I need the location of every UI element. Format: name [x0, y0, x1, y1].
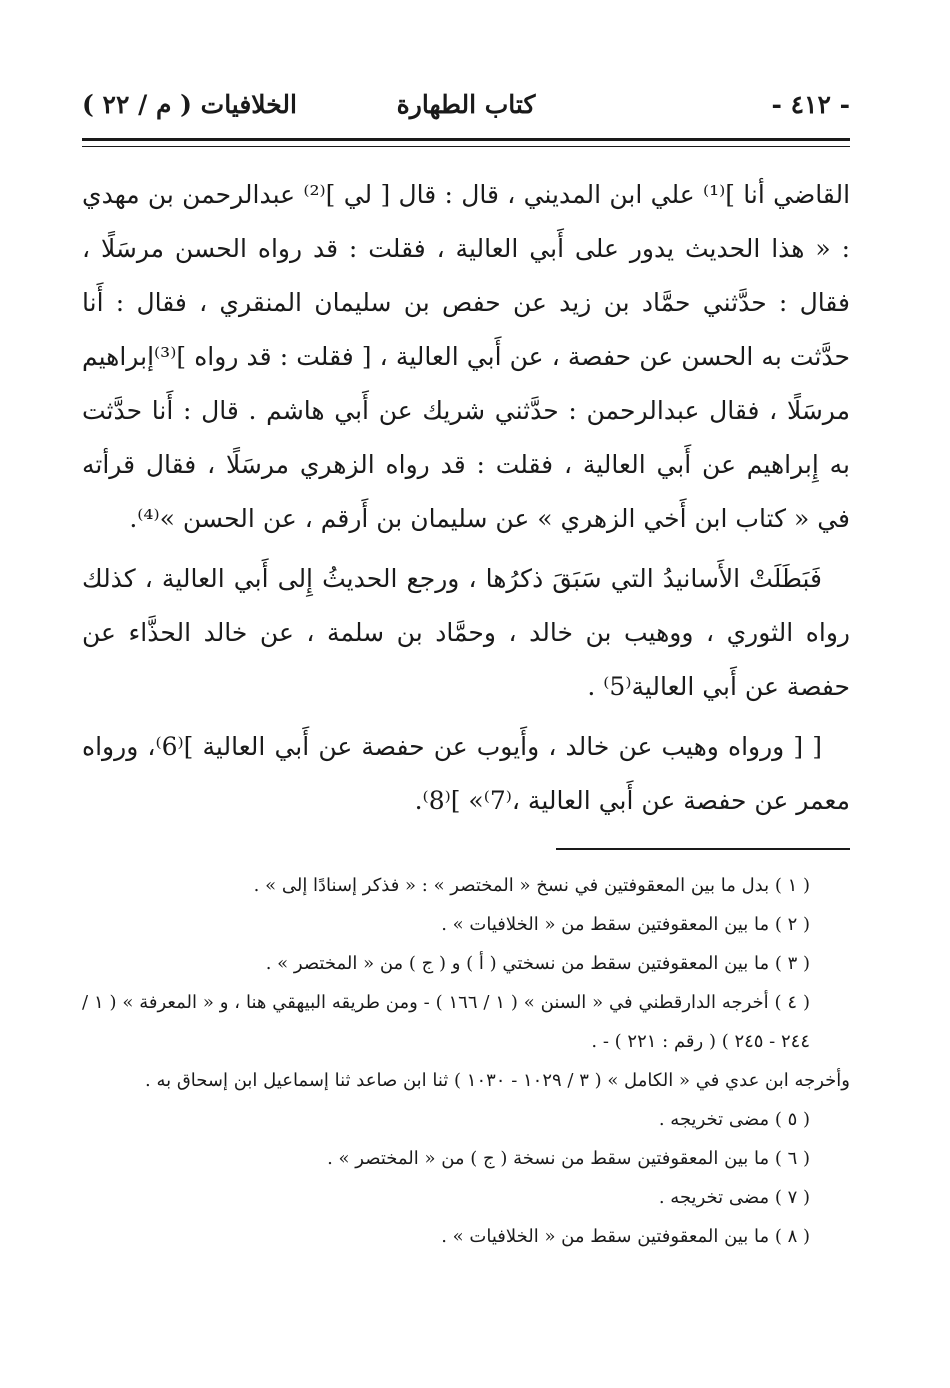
footnote: ( ٥ ) مضى تخريجه . — [658, 1109, 810, 1130]
footnote: ( ٨ ) ما بين المعقوفتين سقط من « الخلافيات » . — [441, 1226, 810, 1247]
main-text — [82, 168, 850, 828]
footnotes — [82, 866, 850, 1256]
footnote: ( ٦ ) ما بين المعقوفتين سقط من نسخة ( ج ) من « المختصر » . — [327, 1148, 810, 1169]
book-title: كتاب الطهارة — [396, 89, 536, 119]
header-rule-thick — [82, 138, 850, 141]
running-title: الخلافيات ( م / ٢٢ ) — [82, 89, 297, 119]
page-header — [82, 82, 850, 126]
footnote: ( ٧ ) مضى تخريجه . — [658, 1187, 810, 1208]
paragraph: [ [ ورواه وهيب عن خالد ، وأَيوب عن حفصة عن أَبي العالية ]⁽6⁾، ورواه معمر عن حفصة عن أَبي العالية ،⁽7⁾» ]⁽8⁾. — [82, 732, 850, 815]
footnote: ( ٢ ) ما بين المعقوفتين سقط من « الخلافيات » . — [441, 914, 810, 935]
footnote-continuation: وأخرجه ابن عدي في « الكامل » ( ٣ / ١٠٢٩ - ١٠٣٠ ) ثنا ابن صاعد ثنا إسماعيل ابن إسحاق به . — [145, 1070, 850, 1091]
footnote: ( ٣ ) ما بين المعقوفتين سقط من نسختي ( أ ) و ( ج ) من « المختصر » . — [265, 953, 810, 974]
footnote: ( ٤ ) أخرجه الدارقطني في « السنن » ( ١ / ١٦٦ ) - ومن طريقه البيهقي هنا ، و « المعرفة » ( ١ / ٢٤٤ - ٢٤٥ ) ( رقم : ٢٢١ ) - . — [82, 992, 810, 1052]
paragraph: القاضي أنا ]⁽¹⁾ علي ابن المديني ، قال : قال [ لي ]⁽²⁾ عبدالرحمن بن مهدي : « هذا الحديث يدور على أَبي العالية ، فقلت : قد رواه الحسن مرسَلًا ، فقال : حدَّثني حمَّاد بن زيد عن حفص بن سليمان المنقري ، فقال : أَنا حدَّثت به الحسن عن حفصة ، عن أَبي العالية ، [ فقلت : قد رواه ]⁽³⁾إبراهيم مرسَلًا ، فقال عبدالرحمن : حدَّثني شريك عن أَبي هاشم . قال : أَنا حدَّثت به إِبراهيم عن أَبي العالية ، فقلت : قد رواه الزهري مرسَلًا ، فقال قرأته في « كتاب ابن أَخي الزهري » عن سليمان بن أَرقم ، عن الحسن »⁽⁴⁾. — [82, 180, 851, 533]
header-rule-thin — [82, 146, 850, 147]
paragraph: فَبَطَلَتْ الأَسانيدُ التي سَبَقَ ذكرُها ، ورجع الحديثُ إِلى أَبي العالية ، كذلك رواه الثوري ، ووهيب بن خالد ، وحمَّاد بن سلمة ، عن خالد الحذَّاء عن حفصة عن أَبي العالية⁽5⁾ . — [82, 564, 850, 701]
page-number: - ٤١٢ - — [771, 89, 850, 119]
footnote: ( ١ ) بدل ما بين المعقوفتين في نسخ « المختصر » : « فذكر إسنادًا إلى » . — [253, 875, 810, 896]
footnote-separator — [556, 848, 850, 850]
